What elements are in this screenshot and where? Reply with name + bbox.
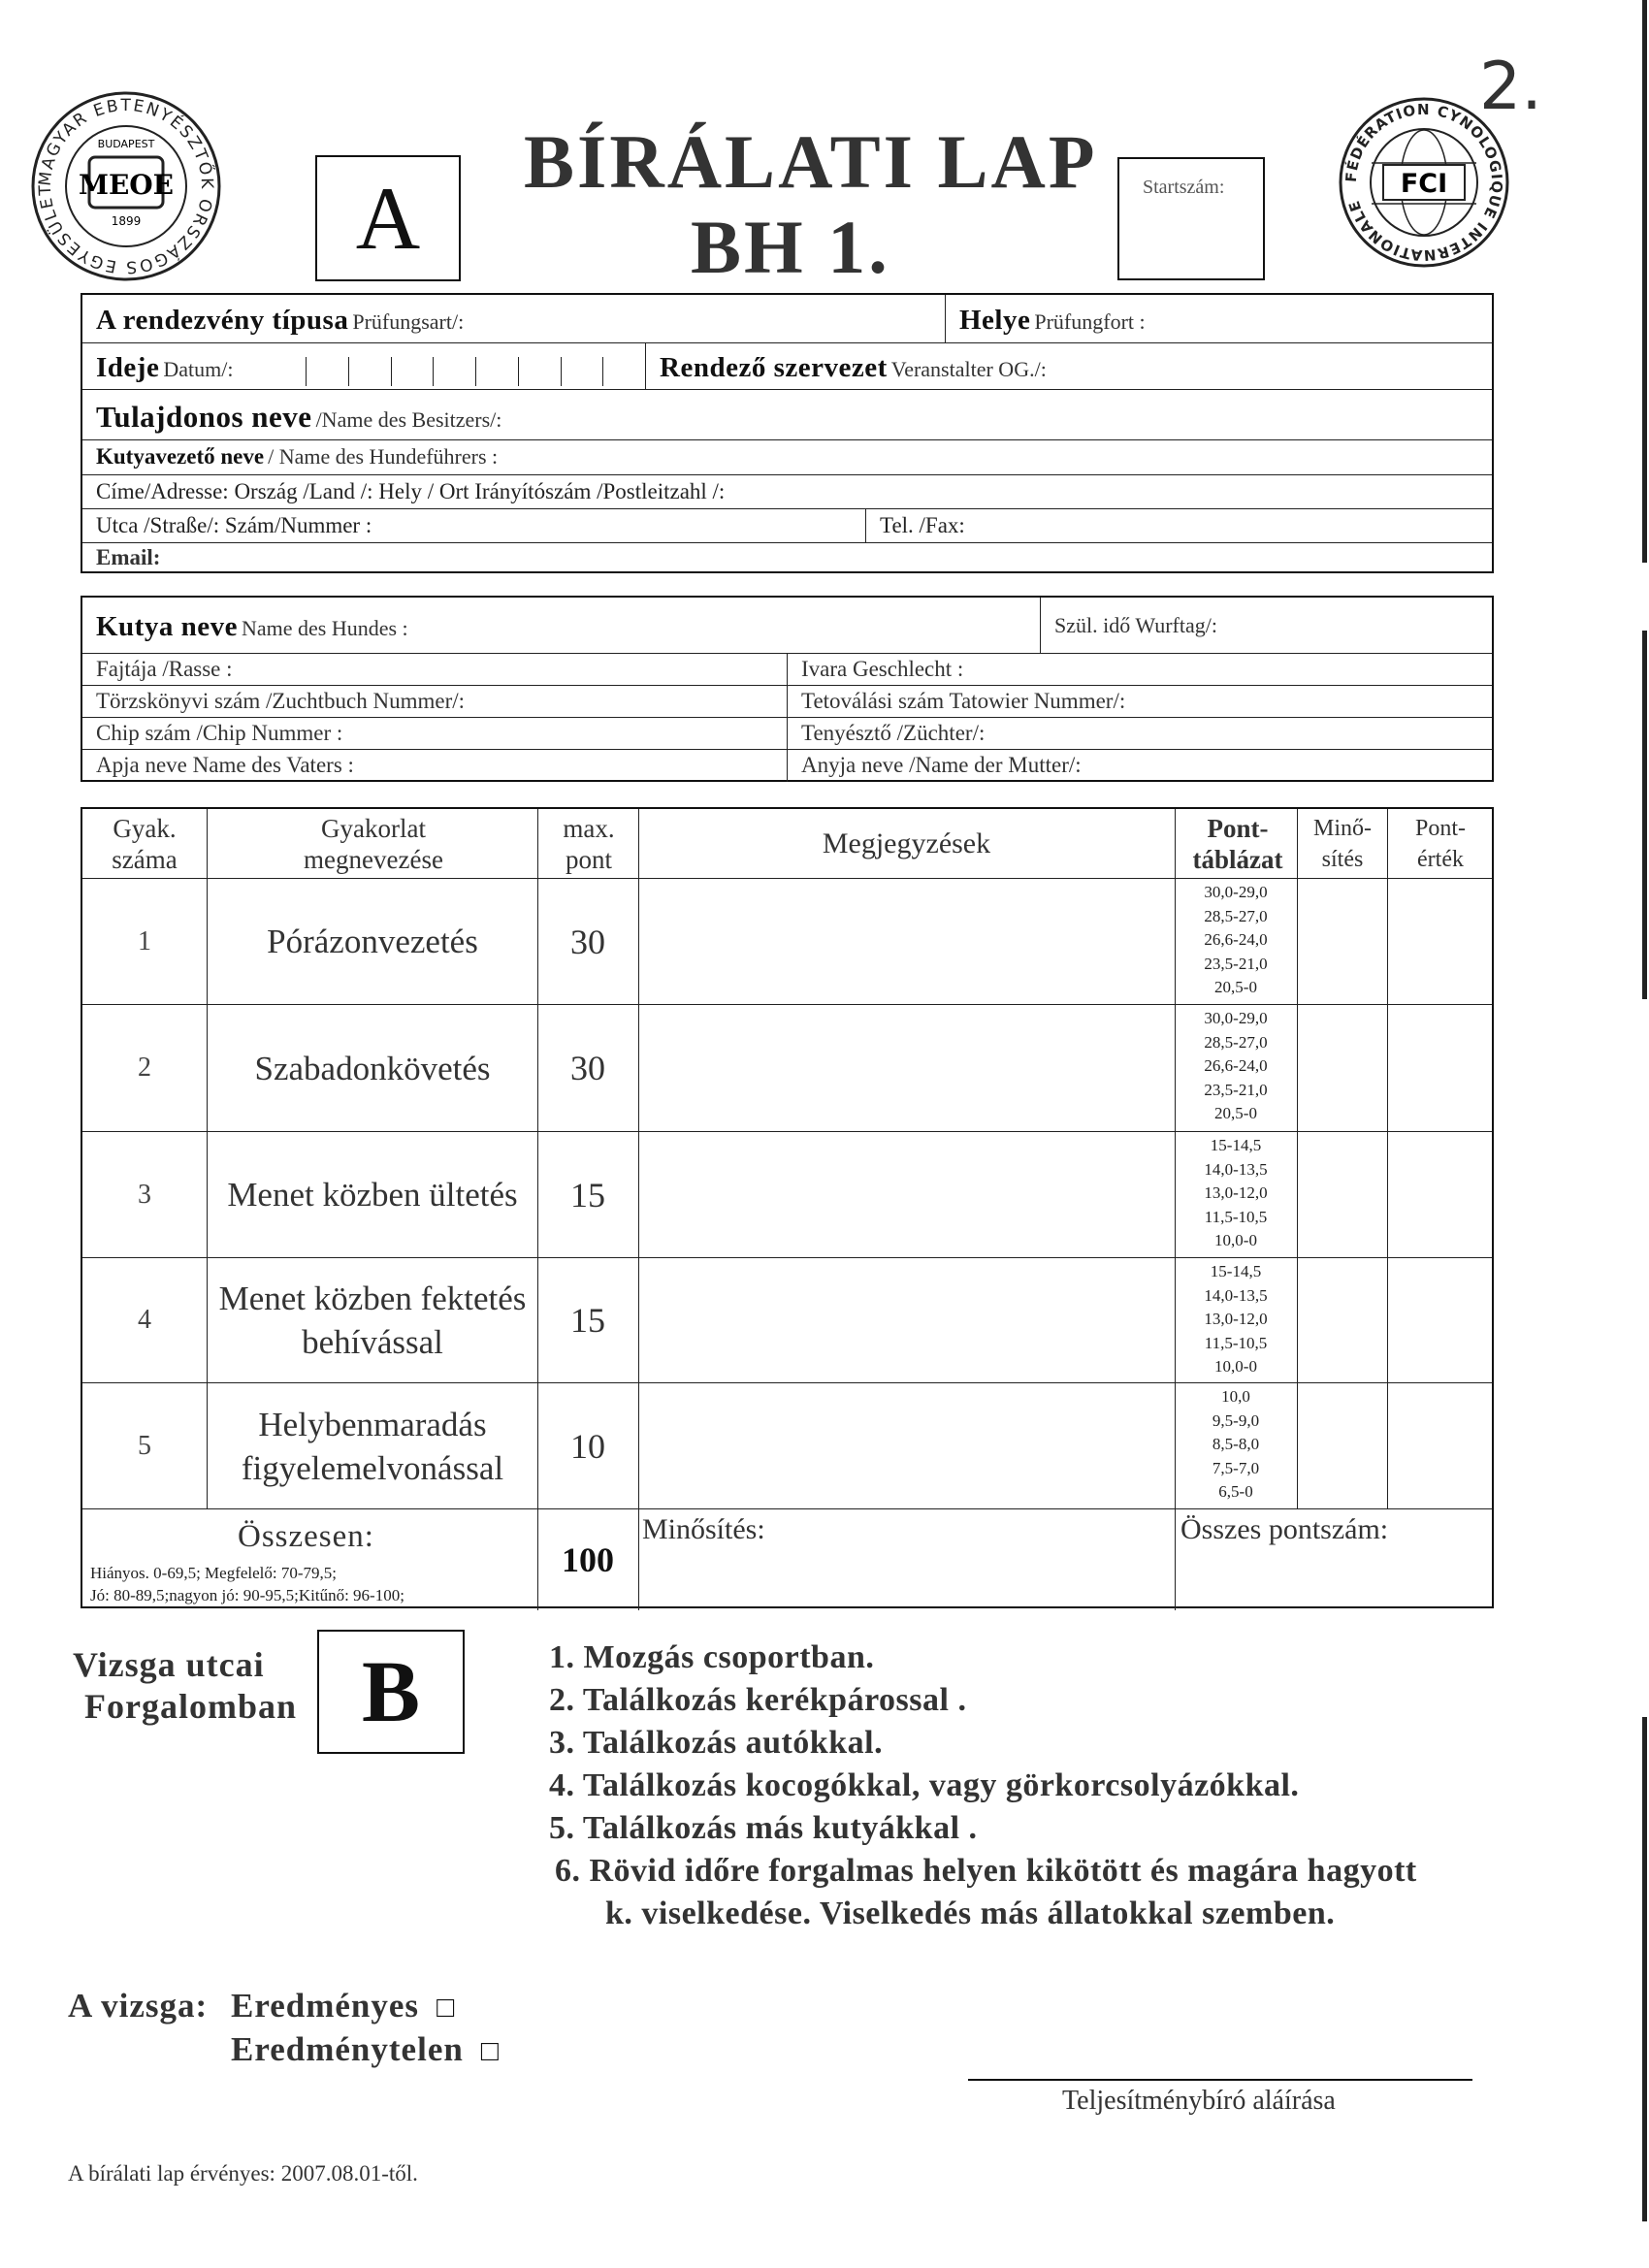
exercise-grade[interactable] [1297,1005,1387,1131]
exercise-name: Menet közben fektetés behívással [218,1280,527,1361]
meoe-city: BUDAPEST [97,138,155,150]
points-range: 26,6-24,0 [1204,1056,1268,1075]
points-range: 11,5-10,5 [1204,1333,1268,1352]
total-score-label: Összes pontszám: [1180,1513,1389,1545]
box-b [317,1630,465,1754]
box-a [315,155,461,281]
result-fail-checkbox[interactable]: □ [480,2035,499,2067]
exercise-points-table [1175,1383,1297,1508]
points-range: 9,5-9,0 [1212,1410,1260,1430]
result-success [231,1987,454,2025]
total-scale-2: Jó: 80-89,5;nagyon jó: 90-95,5;Kitűnő: 96-100; [90,1586,404,1604]
fci-logo [1337,95,1511,270]
title-line1: BÍRÁLATI LAP [524,119,1098,204]
table-row [82,1383,1492,1509]
start-number-label: Startszám: [1143,177,1225,198]
points-range: 23,5-21,0 [1204,954,1268,973]
table-row [82,1258,1492,1383]
col-max-header: max. pont [563,813,615,874]
email-field[interactable] [82,543,1492,573]
email-label: Email: [96,545,161,569]
points-range: 14,0-13,5 [1204,1285,1268,1305]
exercise-number: 4 [138,1305,151,1335]
exercise-max: 30 [570,1049,605,1087]
chip-field[interactable] [82,718,788,749]
tel-label: Tel. /Fax: [880,513,965,537]
exercise-number: 5 [138,1430,151,1461]
date-label: Ideje [96,352,160,383]
owner-de: /Name des Besitzers/: [315,407,502,432]
points-range: 6,5-0 [1218,1482,1253,1501]
result-fail-label: Eredménytelen [231,2030,464,2068]
section-b-item: 6. Rövid időre forgalmas helyen kikötött és magára hagyott [555,1853,1417,1889]
exercise-notes[interactable] [638,1132,1175,1257]
total-max: 100 [562,1540,614,1579]
fci-ring-text: FÉDÉRATION CYNOLOGIQUE INTERNATIONALE [1342,100,1506,265]
exercise-notes[interactable] [638,1258,1175,1382]
event-place-de: Prüfungfort : [1034,309,1146,334]
meoe-year: 1899 [111,214,142,228]
owner-field[interactable] [82,390,1492,440]
points-range: 8,5-8,0 [1212,1435,1260,1453]
points-range: 20,5-0 [1214,978,1257,996]
points-range: 7,5-7,0 [1212,1458,1260,1477]
start-number-box[interactable] [1117,157,1265,280]
chip-label: Chip szám /Chip Nummer : [96,721,343,745]
handler-label: Kutyavezető neve [96,444,265,469]
validity-note: A bírálati lap érvényes: 2007.08.01-től. [68,2161,418,2186]
exercise-notes[interactable] [638,1005,1175,1131]
exercise-score[interactable] [1387,1132,1492,1257]
meoe-logo [29,89,223,283]
scan-edge-mark [1642,1717,1647,2221]
event-owner-block [81,293,1494,573]
exercise-points-table [1175,1005,1297,1131]
exercise-notes[interactable] [638,1383,1175,1508]
section-b-label-1: Vizsga utcai [73,1645,265,1684]
meoe-ring-text: MAGYAR EBTENYÉSZTŐK ORSZÁGOS EGYESÜLET [35,95,217,277]
dam-label: Anyja neve /Name der Mutter/: [801,753,1082,777]
total-label: Összesen: [238,1519,374,1554]
points-range: 15-14,5 [1210,1262,1262,1280]
points-range: 10,0-0 [1214,1231,1257,1249]
studbook-field[interactable] [82,686,788,717]
sire-field[interactable] [82,750,788,782]
studbook-label: Törzskönyvi szám /Zuchtbuch Nummer/: [96,689,466,713]
points-range: 11,5-10,5 [1204,1207,1268,1226]
points-range: 26,6-24,0 [1204,930,1268,949]
exercise-notes[interactable] [638,879,1175,1004]
col-notes-header: Megjegyzések [822,826,991,859]
result-success-label: Eredményes [231,1987,420,2025]
col-no-header: Gyak. száma [112,813,178,874]
birth-label: Szül. idő Wurftag/: [1054,613,1217,637]
points-range: 13,0-12,0 [1204,1183,1268,1202]
dog-name-de: Name des Hundes : [241,616,408,640]
date-de: Datum/: [163,357,234,381]
exercise-points-table [1175,1258,1297,1382]
exercise-score[interactable] [1387,1258,1492,1382]
signature-line[interactable] [968,2079,1472,2081]
col-points-header: Pont- táblázat [1192,813,1283,874]
exercise-number: 1 [138,925,151,956]
section-b-item-cont: k. viselkedése. Viselkedés más állatokkal szemben. [605,1895,1336,1931]
section-b-label-2: Forgalomban [84,1687,298,1726]
exercise-grade[interactable] [1297,1258,1387,1382]
result-label: A vizsga: [68,1987,209,2025]
address-field[interactable] [82,475,1492,509]
col-name-header: Gyakorlat megnevezése [304,813,443,874]
points-range: 28,5-27,0 [1204,1032,1268,1052]
title-line2: BH 1. [691,205,890,289]
exercise-name: Szabadonkövetés [254,1049,491,1087]
handler-de: / Name des Hundeführers : [268,444,499,469]
owner-label: Tulajdonos neve [96,400,312,434]
tattoo-field[interactable] [788,686,1492,717]
exercise-name: Helybenmaradás figyelemelvonással [241,1405,504,1487]
table-row [82,879,1492,1005]
sex-field[interactable] [788,654,1492,685]
total-row [82,1509,1492,1610]
points-range: 13,0-12,0 [1204,1310,1268,1328]
section-b-item: 5. Találkozás más kutyákkal . [549,1810,978,1846]
tel-field[interactable] [866,509,1492,542]
points-range: 30,0-29,0 [1204,883,1268,901]
signature-label: Teljesítménybíró aláírása [1062,2086,1336,2116]
points-range: 15-14,5 [1210,1136,1262,1154]
dog-name-label: Kutya neve [96,611,238,642]
street-field[interactable] [82,509,866,542]
exercise-name: Pórázonvezetés [267,923,478,960]
exercise-points-table [1175,879,1297,1004]
col-score-header: Pont- érték [1414,815,1466,872]
exercise-score[interactable] [1387,879,1492,1004]
dog-name-field[interactable] [82,598,1041,653]
box-a-letter: A [355,169,421,268]
exercise-max: 10 [570,1426,605,1466]
scan-edge-mark [1642,0,1647,563]
sire-label: Apja neve Name des Vaters : [96,753,354,777]
address-label: Címe/Adresse: Ország /Land /: Hely / Ort Irányítószám /Postleitzahl /: [96,479,726,503]
meoe-center: MEOE [78,169,175,201]
exercise-name: Menet közben ültetés [227,1176,518,1214]
points-range: 10,0 [1221,1387,1250,1406]
exercise-points-table [1175,1132,1297,1257]
page-number: 2. [1479,49,1542,125]
exercise-max: 15 [570,1175,605,1215]
section-b-item: 1. Mozgás csoportban. [549,1639,875,1675]
exercise-max: 15 [570,1301,605,1340]
points-range: 14,0-13,5 [1204,1159,1268,1179]
exercise-grade[interactable] [1297,1383,1387,1508]
street-label: Utca /Straße/: Szám/Nummer : [96,513,372,537]
breeder-field[interactable] [788,718,1492,749]
dog-block [81,596,1494,782]
breeder-label: Tenyésztő /Züchter/: [801,721,986,745]
organizer-label: Rendező szervezet [660,352,888,383]
exercise-table [81,807,1494,1608]
col-grade-header: Minő- sítés [1313,815,1372,872]
exercise-number: 2 [138,1053,151,1083]
dam-field[interactable] [788,750,1492,782]
table-header [82,809,1492,879]
breed-field[interactable] [82,654,788,685]
table-row [82,1005,1492,1132]
result-success-checkbox[interactable]: □ [436,1992,455,2024]
points-range: 28,5-27,0 [1204,906,1268,925]
tattoo-label: Tetoválási szám Tatowier Nummer/: [801,689,1126,713]
points-range: 30,0-29,0 [1204,1009,1268,1027]
event-place-label: Helye [959,305,1031,336]
breed-label: Fajtája /Rasse : [96,657,233,681]
total-scale-1: Hiányos. 0-69,5; Megfelelő: 70-79,5; [90,1564,338,1582]
grade-label: Minősítés: [642,1513,765,1545]
section-b-item: 2. Találkozás kerékpárossal . [549,1682,967,1718]
total-score-field[interactable] [1175,1509,1492,1610]
section-b-list [549,1639,1417,1938]
exercise-score[interactable] [1387,1383,1492,1508]
event-place-field[interactable] [946,295,1492,342]
organizer-de: Veranstalter OG./: [890,357,1047,381]
birth-field[interactable] [1041,598,1492,653]
section-b-item: 4. Találkozás kocogókkal, vagy görkorcsolyázókkal. [549,1767,1300,1803]
points-range: 23,5-21,0 [1204,1080,1268,1099]
exercise-grade[interactable] [1297,879,1387,1004]
handler-field[interactable] [82,440,1492,475]
sex-label: Ivara Geschlecht : [801,657,964,681]
event-type-de: Prüfungsart/: [352,309,465,334]
table-row [82,1132,1492,1258]
section-b-item: 3. Találkozás autókkal. [549,1725,884,1761]
exercise-max: 30 [570,922,605,961]
fci-center: FCI [1400,169,1448,199]
points-range: 20,5-0 [1214,1104,1257,1122]
exercise-number: 3 [138,1179,151,1210]
date-boxes[interactable] [306,343,645,389]
points-range: 10,0-0 [1214,1357,1257,1376]
grade-field[interactable] [638,1509,1175,1610]
event-type-label: A rendezvény típusa [96,305,349,336]
box-b-letter: B [361,1643,421,1740]
result-fail [231,2030,499,2069]
scan-edge-mark [1642,631,1647,999]
exercise-grade[interactable] [1297,1132,1387,1257]
exercise-score[interactable] [1387,1005,1492,1131]
